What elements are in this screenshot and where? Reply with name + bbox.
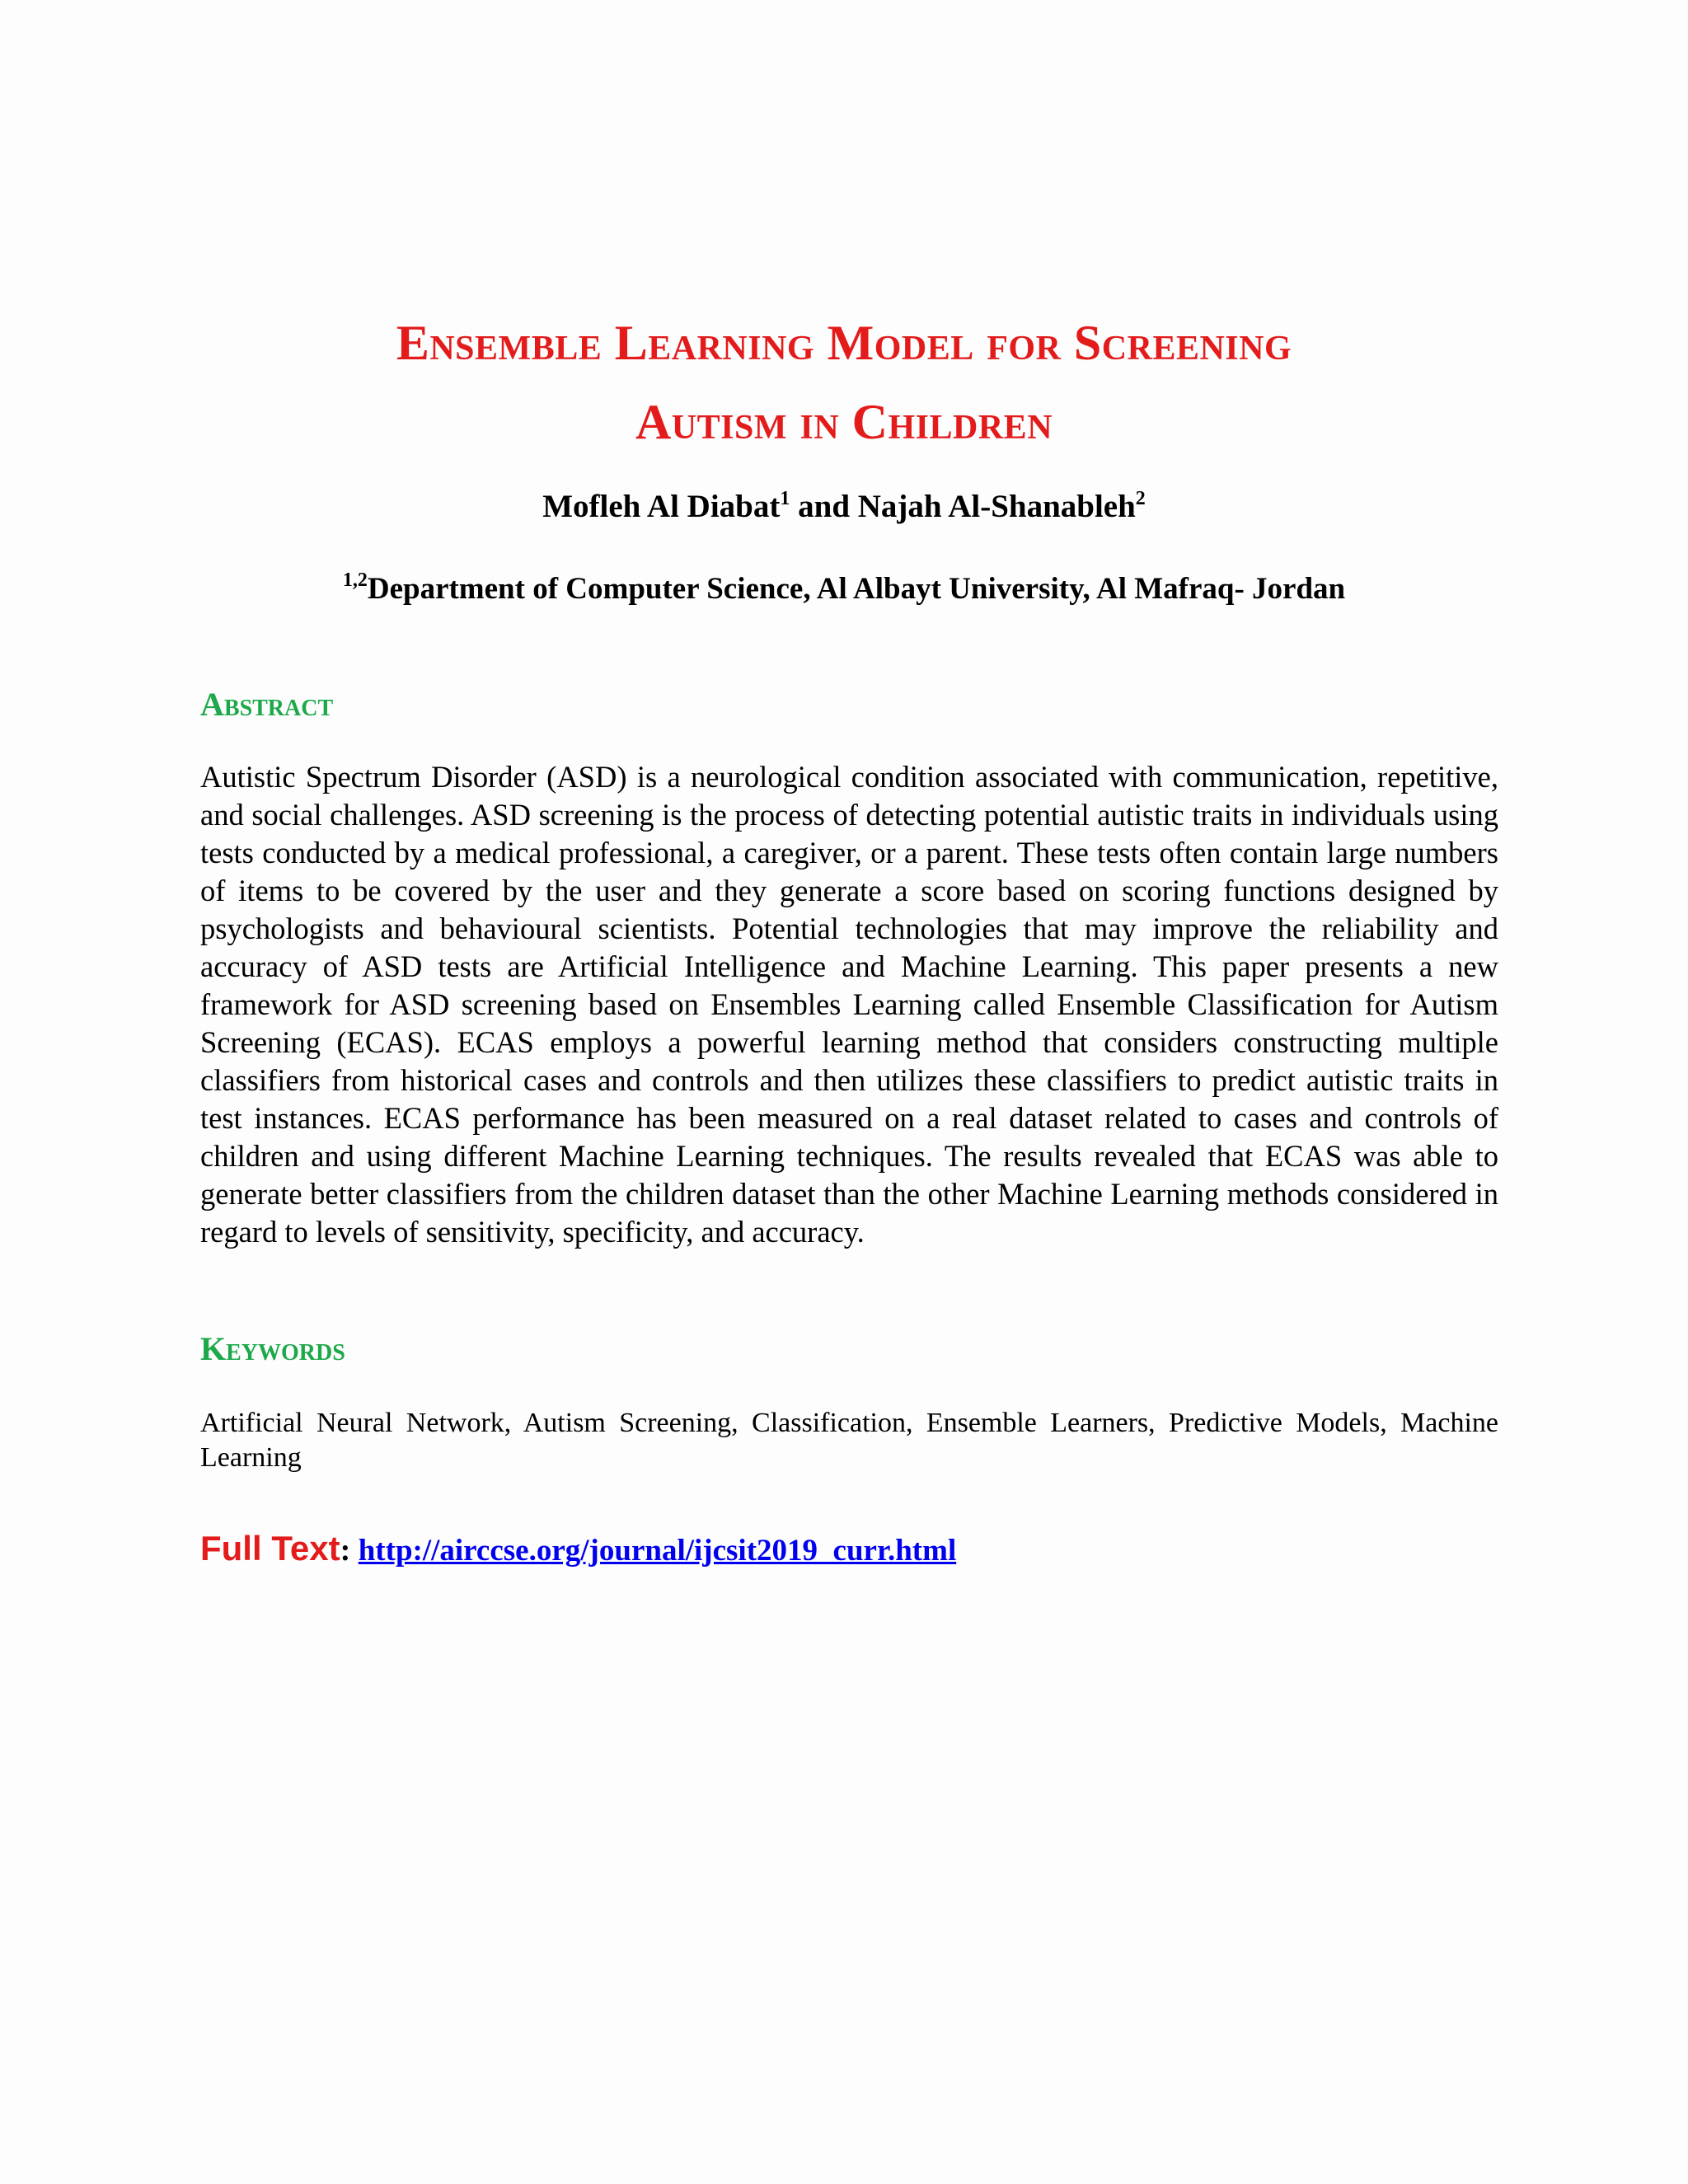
author-line: [0, 486, 1688, 527]
title-line-2: Autism in Children: [635, 395, 1053, 449]
author-1: Mofleh Al Diabat: [542, 489, 781, 524]
title-line-1: Ensemble Learning Model for Screening: [396, 316, 1292, 370]
author-2-affiliation-marker: 2: [1135, 488, 1146, 509]
full-text-link[interactable]: http://airccse.org/journal/ijcsit2019_curr.html: [358, 1534, 957, 1568]
full-text-colon: :: [340, 1533, 359, 1568]
affiliation-text: Department of Computer Science, Al Albayt University, Al Mafraq- Jordan: [367, 572, 1346, 606]
abstract-text: Autistic Spectrum Disorder (ASD) is a neurological condition associated with communication, repetitive, and social challenges. ASD screening is the process of detecting potential autistic traits in individuals using tests conducted by a medical professional, a caregiver, or a parent. These tests often contain large numbers of items to be covered by the user and they generate a score based on scoring functions designed by psychologists and behavioural scientists. Potential technologies that may improve the reliability and accuracy of ASD tests are Artificial Intelligence and Machine Learning. This paper presents a new framework for ASD screening based on Ensembles Learning called Ensemble Classification for Autism Screening (ECAS). ECAS employs a powerful learning method that considers constructing multiple classifiers from historical cases and controls and then utilizes these classifiers to predict autistic traits in test instances. ECAS performance has been measured on a real dataset related to cases and controls of children and using different Machine Learning techniques. The results revealed that ECAS was able to generate better classifiers from the children dataset than the other Machine Learning methods considered in regard to levels of sensitivity, specificity, and accuracy.: [200, 760, 1498, 1249]
abstract-heading: Abstract: [200, 686, 334, 723]
author-2: Najah Al-Shanableh: [857, 489, 1136, 524]
author-join: and: [790, 489, 858, 524]
keywords-heading: Keywords: [200, 1330, 345, 1367]
keywords-text: Artificial Neural Network, Autism Screening, Classification, Ensemble Learners, Predictive Models, Machine Learning: [200, 1408, 1498, 1473]
affiliation-marker: 1,2: [342, 569, 368, 591]
affiliation-line: [0, 569, 1688, 610]
paper-title: [0, 303, 1688, 462]
full-text-label: Full Text: [200, 1529, 340, 1568]
author-1-affiliation-marker: 1: [780, 488, 790, 509]
full-text-line: [200, 1526, 956, 1573]
